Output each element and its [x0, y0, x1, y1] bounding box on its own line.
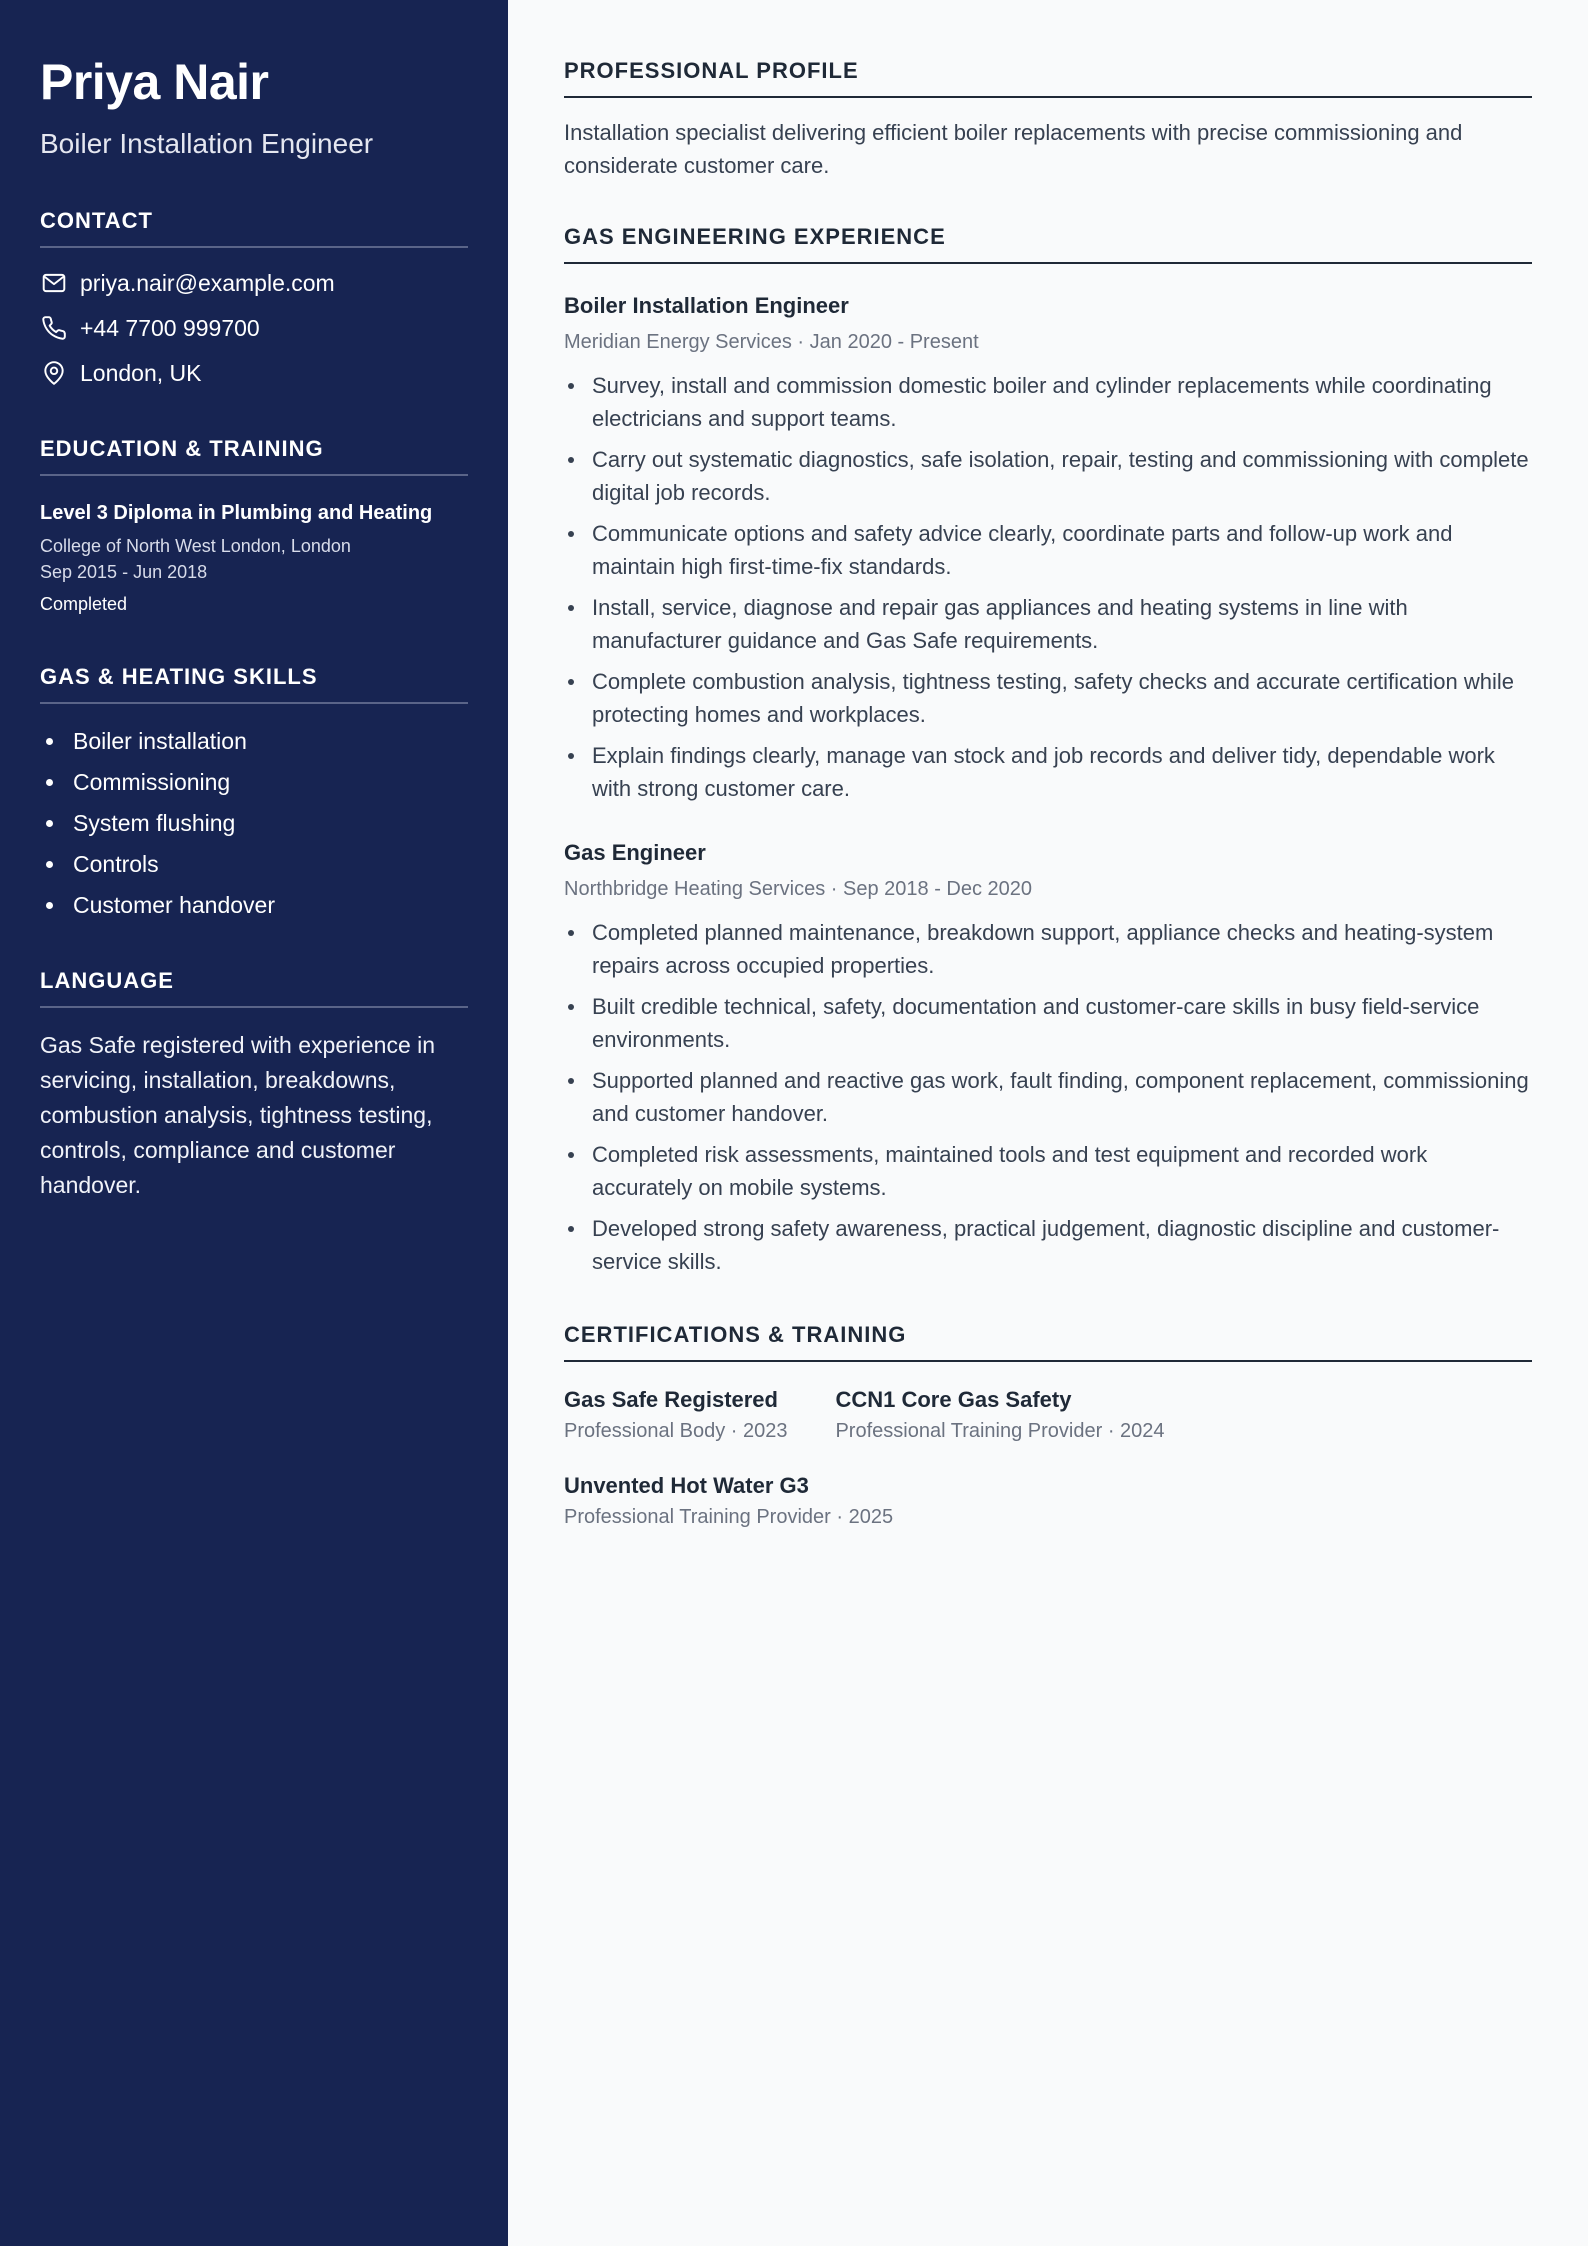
cert-meta: Professional Training Provider · 2025: [564, 1506, 894, 1528]
education-title: Level 3 Diploma in Plumbing and Heating: [40, 502, 433, 524]
cert-meta: Professional Training Provider · 2024: [835, 1420, 1165, 1442]
cert-item: [564, 1386, 787, 1444]
language-text: Gas Safe registered with experience in servicing, installation, breakdowns, combustion analysis, tightness testing, controls, compliance and customer handover.: [40, 1032, 436, 1198]
education-entry: [40, 500, 468, 616]
experience-section: [564, 224, 1532, 1278]
list-item: Supported planned and reactive gas work, fault finding, component replacement, commissioning and customer handover.: [564, 1064, 1532, 1130]
profile-section: [564, 58, 1532, 182]
contact-phone[interactable]: [40, 313, 468, 343]
job-entry: [564, 839, 1532, 1278]
mail-icon: [40, 269, 68, 297]
language-heading: LANGUAGE: [40, 968, 468, 1008]
contact-list: [40, 268, 468, 388]
main-content: [508, 0, 1588, 2246]
phone-icon: [40, 314, 68, 342]
job-meta: Northbridge Heating Services · Sep 2018 - Dec 2020: [564, 878, 1033, 900]
job-entry: [564, 292, 1532, 805]
sidebar: [0, 0, 508, 2246]
education-section: [40, 436, 468, 616]
cert-row: [564, 1472, 1532, 1558]
cert-row: [564, 1386, 1532, 1472]
list-item: Completed planned maintenance, breakdown support, appliance checks and heating-system repairs across occupied properties.: [564, 916, 1532, 982]
job-title: Gas Engineer: [564, 840, 706, 865]
list-item: Communicate options and safety advice clearly, coordinate parts and follow-up work and maintain high first-time-fix standards.: [564, 517, 1532, 583]
contact-email[interactable]: [40, 268, 468, 298]
language-section: [40, 968, 468, 1203]
contact-location: [40, 358, 468, 388]
profile-text: Installation specialist delivering efficient boiler replacements with precise commissioning and considerate customer care.: [564, 120, 1463, 178]
list-item: Boiler installation: [40, 726, 468, 756]
contact-section: [40, 208, 468, 388]
list-item: Survey, install and commission domestic boiler and cylinder replacements while coordinating electricians and support teams.: [564, 369, 1532, 435]
list-item: Developed strong safety awareness, practical judgement, diagnostic discipline and customer-service skills.: [564, 1212, 1532, 1278]
skills-section: [40, 664, 468, 920]
location-text: London, UK: [80, 359, 202, 386]
candidate-role: Boiler Installation Engineer: [40, 128, 374, 159]
cert-name: Gas Safe Registered: [564, 1387, 778, 1412]
certifications-heading: CERTIFICATIONS & TRAINING: [564, 1322, 1532, 1362]
education-status: Completed: [40, 594, 128, 614]
skills-list: [40, 726, 468, 920]
education-dates: Sep 2015 - Jun 2018: [40, 562, 208, 582]
certifications-list: [564, 1386, 1532, 1558]
phone-text: +44 7700 999700: [80, 314, 260, 341]
profile-heading: PROFESSIONAL PROFILE: [564, 58, 1532, 98]
skills-heading: GAS & HEATING SKILLS: [40, 664, 468, 704]
list-item: Controls: [40, 849, 468, 879]
list-item: Complete combustion analysis, tightness testing, safety checks and accurate certification while protecting homes and workplaces.: [564, 665, 1532, 731]
job-title: Boiler Installation Engineer: [564, 293, 849, 318]
list-item: Carry out systematic diagnostics, safe isolation, repair, testing and commissioning with complete digital job records.: [564, 443, 1532, 509]
email-text: priya.nair@example.com: [80, 269, 335, 296]
map-pin-icon: [40, 359, 68, 387]
education-heading: EDUCATION & TRAINING: [40, 436, 468, 476]
candidate-name: Priya Nair: [40, 54, 269, 110]
list-item: Customer handover: [40, 890, 468, 920]
cert-meta: Professional Body · 2023: [564, 1420, 788, 1442]
list-item: Explain findings clearly, manage van stock and job records and deliver tidy, dependable work with strong customer care.: [564, 739, 1532, 805]
list-item: Install, service, diagnose and repair gas appliances and heating systems in line with manufacturer guidance and Gas Safe requirements.: [564, 591, 1532, 657]
contact-heading: CONTACT: [40, 208, 468, 248]
list-item: Commissioning: [40, 767, 468, 797]
cert-item: [835, 1386, 1164, 1444]
experience-heading: GAS ENGINEERING EXPERIENCE: [564, 224, 1532, 264]
job-bullets: [564, 369, 1532, 805]
job-bullets: [564, 916, 1532, 1278]
education-school: College of North West London, London: [40, 536, 351, 556]
list-item: System flushing: [40, 808, 468, 838]
list-item: Built credible technical, safety, documentation and customer-care skills in busy field-service environments.: [564, 990, 1532, 1056]
job-meta: Meridian Energy Services · Jan 2020 - Present: [564, 331, 979, 353]
certifications-section: [564, 1322, 1532, 1558]
cert-item: [564, 1472, 893, 1530]
cert-name: CCN1 Core Gas Safety: [835, 1387, 1072, 1412]
list-item: Completed risk assessments, maintained tools and test equipment and recorded work accurately on mobile systems.: [564, 1138, 1532, 1204]
cert-name: Unvented Hot Water G3: [564, 1473, 809, 1498]
